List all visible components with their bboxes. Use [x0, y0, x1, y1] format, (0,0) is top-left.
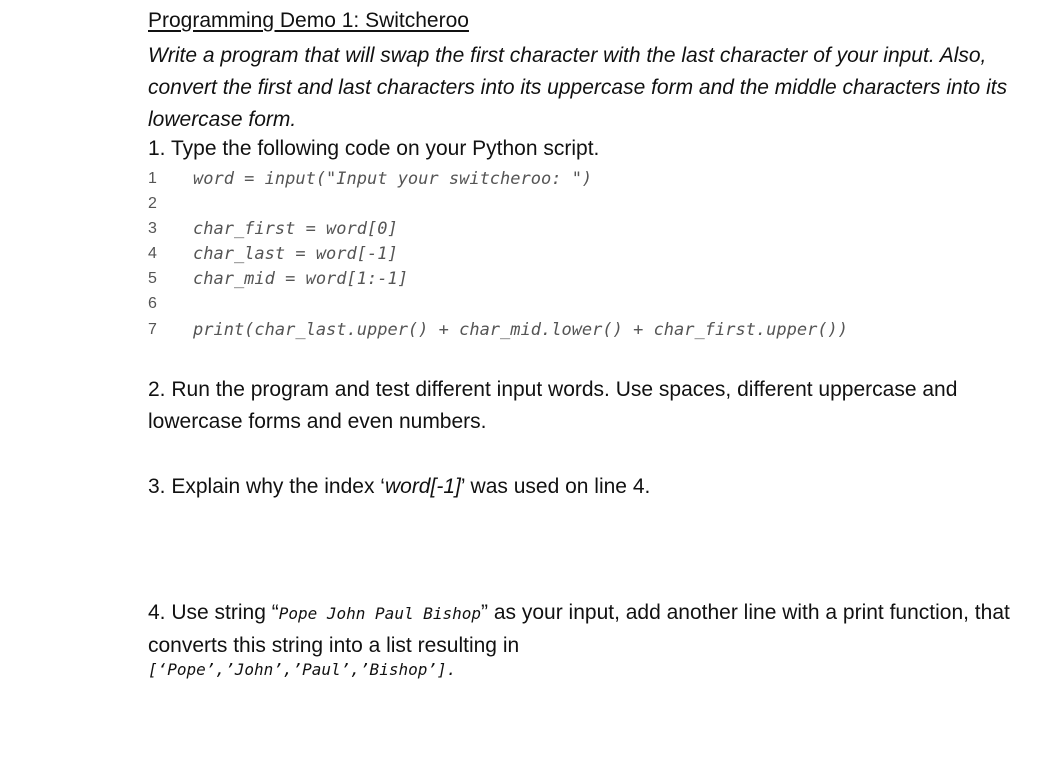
code-text: word = input("Input your switcheroo: "): [193, 169, 593, 189]
code-text: char_first = word[0]: [193, 219, 398, 239]
line-number: 3: [148, 220, 157, 237]
line-number: 2: [148, 195, 157, 212]
step-3-suffix: ’ was used on line 4.: [460, 475, 651, 498]
step-4-suffix: ” as your input, add another line with a print function, that converts this string into a list resulting in: [148, 601, 1010, 657]
line-number: 7: [148, 321, 157, 338]
code-text: char_mid = word[1:-1]: [193, 269, 408, 289]
step-3-code: word[-1]: [384, 475, 461, 498]
step-4-instruction: [148, 597, 1028, 662]
line-number: 6: [148, 295, 157, 312]
step-4-code: Pope John Paul Bishop: [278, 604, 482, 623]
step-1-instruction: 1. Type the following code on your Python script.: [148, 137, 600, 160]
step-4-result: [‘Pope’,’John’,’Paul’,’Bishop’].: [148, 660, 457, 679]
line-number: 1: [148, 170, 157, 187]
step-3-prefix: 3. Explain why the index ‘: [148, 475, 385, 498]
line-number: 4: [148, 245, 157, 262]
page-title: Programming Demo 1: Switcheroo: [148, 9, 469, 32]
step-2-instruction: 2. Run the program and test different input words. Use spaces, different uppercase and lowercase forms and even numbers.: [148, 378, 958, 433]
line-number: 5: [148, 270, 157, 287]
step-3-instruction: [148, 471, 1028, 503]
code-text: char_last = word[-1]: [193, 244, 398, 264]
intro-paragraph: Write a program that will swap the first character with the last character of your input. Also, convert the first and last characters into its uppercase form and the middle characters into its lowercase form.: [148, 44, 1008, 131]
step-4-prefix: 4. Use string “: [148, 601, 279, 624]
code-text: print(char_last.upper() + char_mid.lower() + char_first.upper()): [193, 320, 849, 340]
